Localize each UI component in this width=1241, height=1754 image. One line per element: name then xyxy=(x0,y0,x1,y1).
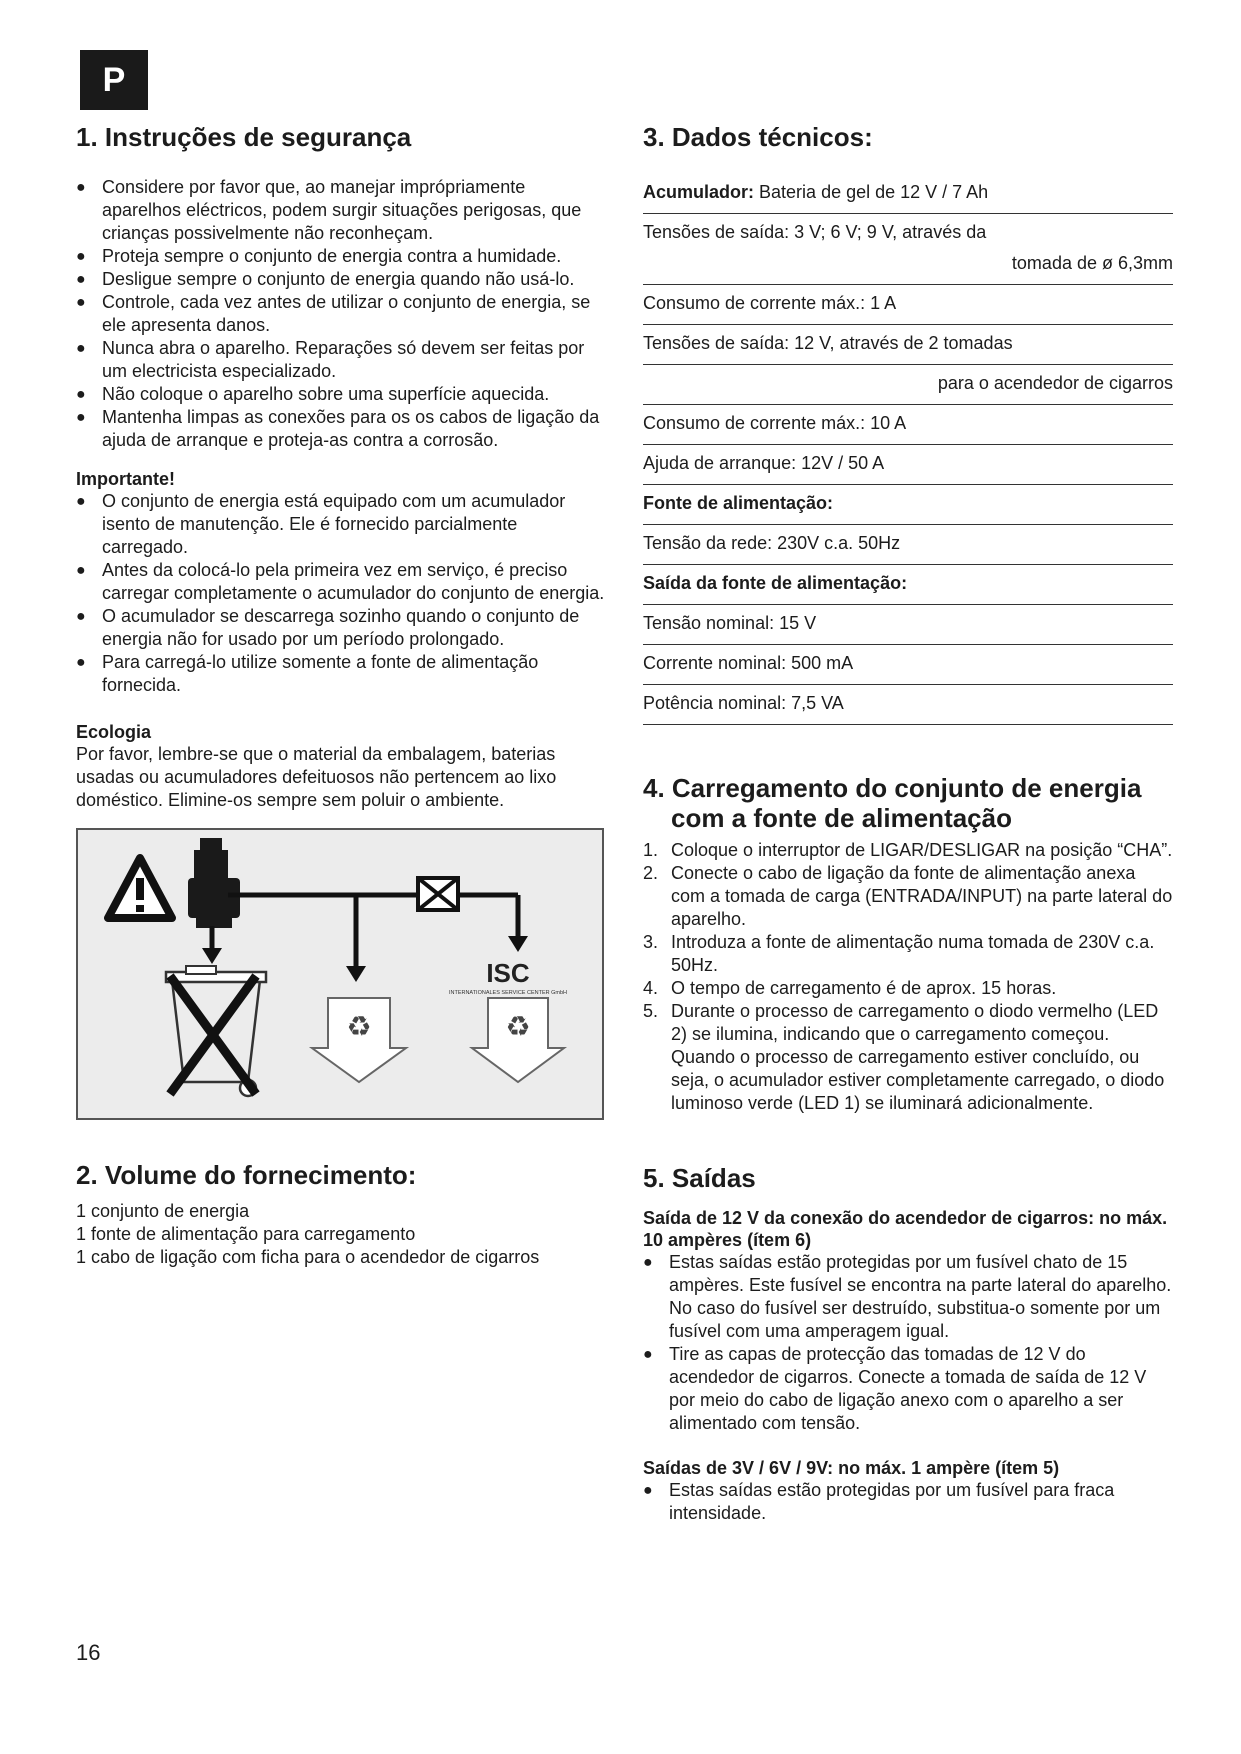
spec-row: Fonte de alimentação: xyxy=(643,485,1173,525)
envelope-icon xyxy=(418,878,458,910)
outputs-12v-list xyxy=(643,1251,1173,1435)
list-item: ● Nunca abra o aparelho. Reparações só devem ser feitas por um electricista especializado. xyxy=(76,337,606,383)
spec-row: Corrente nominal: 500 mA xyxy=(643,645,1173,685)
spec-row: Saída da fonte de alimentação: xyxy=(643,565,1173,605)
spec-row: para o acendedor de cigarros xyxy=(643,365,1173,405)
language-badge: P xyxy=(80,50,148,110)
list-item: ● O acumulador se descarrega sozinho quando o conjunto de energia não for usado por um período prolongado. xyxy=(76,605,606,651)
list-item: ● Para carregá-lo utilize somente a fonte de alimentação fornecida. xyxy=(76,651,606,697)
section1-title: 1. Instruções de segurança xyxy=(76,122,412,152)
outputs-12v-heading: Saída de 12 V da conexão do acendedor de cigarros: no máx. 10 ampères (ítem 6) xyxy=(643,1208,1168,1250)
spec-row: Ajuda de arranque: 12V / 50 A xyxy=(643,445,1173,485)
isc-logo: ISC xyxy=(486,958,530,988)
list-item: 1 cabo de ligação com ficha para o acendedor de cigarros xyxy=(76,1247,540,1267)
spec-row: Consumo de corrente máx.: 1 A xyxy=(643,285,1173,325)
spec-row: Tensões de saída: 12 V, através de 2 tomadas xyxy=(643,325,1173,365)
section4-title-continued: com a fonte de alimentação xyxy=(671,803,1012,833)
ecology-heading: Ecologia xyxy=(76,722,152,742)
outputs-low-list xyxy=(643,1479,1173,1525)
list-item: ● Mantenha limpas as conexões para os os cabos de ligação da ajuda de arranque e proteja-as contra a corrosão. xyxy=(76,406,606,452)
spec-row: Potência nominal: 7,5 VA xyxy=(643,685,1173,725)
list-item: ● Estas saídas estão protegidas por um fusível para fraca intensidade. xyxy=(643,1479,1173,1525)
page-number: 16 xyxy=(76,1640,101,1665)
recycling-arrow-icon xyxy=(312,998,406,1082)
charging-steps xyxy=(643,839,1173,1115)
warning-triangle-icon xyxy=(108,858,172,918)
list-item: ● Proteja sempre o conjunto de energia contra a humidade. xyxy=(76,245,606,268)
important-list xyxy=(76,490,606,697)
list-item: ● Não coloque o aparelho sobre uma superfície aquecida. xyxy=(76,383,606,406)
spec-table xyxy=(643,174,1173,725)
list-item: 5. Durante o processo de carregamento o diodo vermelho (LED 2) se ilumina, indicando que o carregamento começou. Quando o processo de carregamento estiver concluído, ou seja, o acumulador estiver completamente carregado, o diodo luminoso verde (LED 1) se iluminará adicionalmente. xyxy=(643,1001,1165,1113)
list-item: 1 conjunto de energia xyxy=(76,1201,250,1221)
list-item: 4. O tempo de carregamento é de aprox. 15 horas. xyxy=(643,978,1057,998)
list-item: ● Controle, cada vez antes de utilizar o conjunto de energia, se ele apresenta danos. xyxy=(76,291,606,337)
arrow-down-icon xyxy=(508,936,528,952)
list-item: ● Tire as capas de protecção das tomadas de 12 V do acendedor de cigarros. Conecte a tomada de saída de 12 V por meio do cabo de ligação anexo com o aparelho a ser alimentado com tensão. xyxy=(643,1343,1173,1435)
svg-text:♻: ♻ xyxy=(346,1010,372,1043)
safety-list xyxy=(76,176,606,452)
list-item: 2. Conecte o cabo de ligação da fonte de alimentação anexa com a tomada de carga (ENTRADA/INPUT) na parte lateral do aparelho. xyxy=(643,863,1173,929)
spec-row: Tensão da rede: 230V c.a. 50Hz xyxy=(643,525,1173,565)
list-item: 1. Coloque o interruptor de LIGAR/DESLIGAR na posição “CHA”. xyxy=(643,840,1173,860)
spec-row: tomada de ø 6,3mm xyxy=(643,245,1173,285)
list-item: ● Desligue sempre o conjunto de energia quando não usá-lo. xyxy=(76,268,606,291)
right-column xyxy=(643,122,1173,1525)
battery-device-icon xyxy=(188,838,240,928)
important-heading: Importante! xyxy=(76,469,175,489)
list-item: ● Antes da colocá-lo pela primeira vez em serviço, é preciso carregar completamente o acumulador do conjunto de energia. xyxy=(76,559,606,605)
recycling-diagram xyxy=(78,830,602,1118)
spec-row: Tensões de saída: 3 V; 6 V; 9 V, através da xyxy=(643,222,987,242)
list-item: ● O conjunto de energia está equipado com um acumulador isento de manutenção. Ele é fornecido parcialmente carregado. xyxy=(76,490,606,559)
isc-subtext: INTERNATIONALES SERVICE CENTER GmbH xyxy=(448,990,568,996)
list-item: ● Estas saídas estão protegidas por um fusível chato de 15 ampères. Este fusível se encontra na parte lateral do aparelho. No caso do fusível ser destruído, substitua-o somente por um fusível com uma amperagem igual. xyxy=(643,1251,1173,1343)
section4 xyxy=(643,773,1173,1115)
left-column xyxy=(76,122,606,1269)
list-item: 3. Introduza a fonte de alimentação numa tomada de 230V c.a. 50Hz. xyxy=(643,932,1155,975)
outputs-low-heading: Saídas de 3V / 6V / 9V: no máx. 1 ampère (ítem 5) xyxy=(643,1458,1060,1478)
section3-title: 3. Dados técnicos: xyxy=(643,122,873,152)
spec-label: Acumulador: xyxy=(643,182,755,202)
list-item: ● Considere por favor que, ao manejar imprópriamente aparelhos eléctricos, podem surgir situações perigosas, que crianças possivelmente não reconheçam. xyxy=(76,176,606,245)
spec-row xyxy=(643,174,1173,214)
delivery-list xyxy=(76,1200,606,1269)
spec-row: Tensão nominal: 15 V xyxy=(643,605,1173,645)
arrow-down-icon xyxy=(346,966,366,982)
list-item: 1 fonte de alimentação para carregamento xyxy=(76,1224,416,1244)
ecology-text: Por favor, lembre-se que o material da embalagem, baterias usadas ou acumuladores defeituosos não pertencem ao lixo doméstico. Elimine-os sempre sem poluir o ambiente. xyxy=(76,744,557,810)
arrow-down-icon xyxy=(202,948,222,964)
section5-title: 5. Saídas xyxy=(643,1163,756,1193)
recycling-arrow-icon xyxy=(472,998,564,1082)
section4-title: 4. Carregamento do conjunto de energia xyxy=(643,773,1142,803)
spec-value: Bateria de gel de 12 V / 7 Ah xyxy=(759,182,989,202)
section2-title: 2. Volume do fornecimento: xyxy=(76,1160,417,1190)
svg-text:♻: ♻ xyxy=(505,1010,531,1043)
recycling-illustration xyxy=(76,828,604,1120)
section5 xyxy=(643,1163,1173,1525)
spec-row: Consumo de corrente máx.: 10 A xyxy=(643,405,1173,445)
crossed-bin-icon xyxy=(166,966,266,1096)
